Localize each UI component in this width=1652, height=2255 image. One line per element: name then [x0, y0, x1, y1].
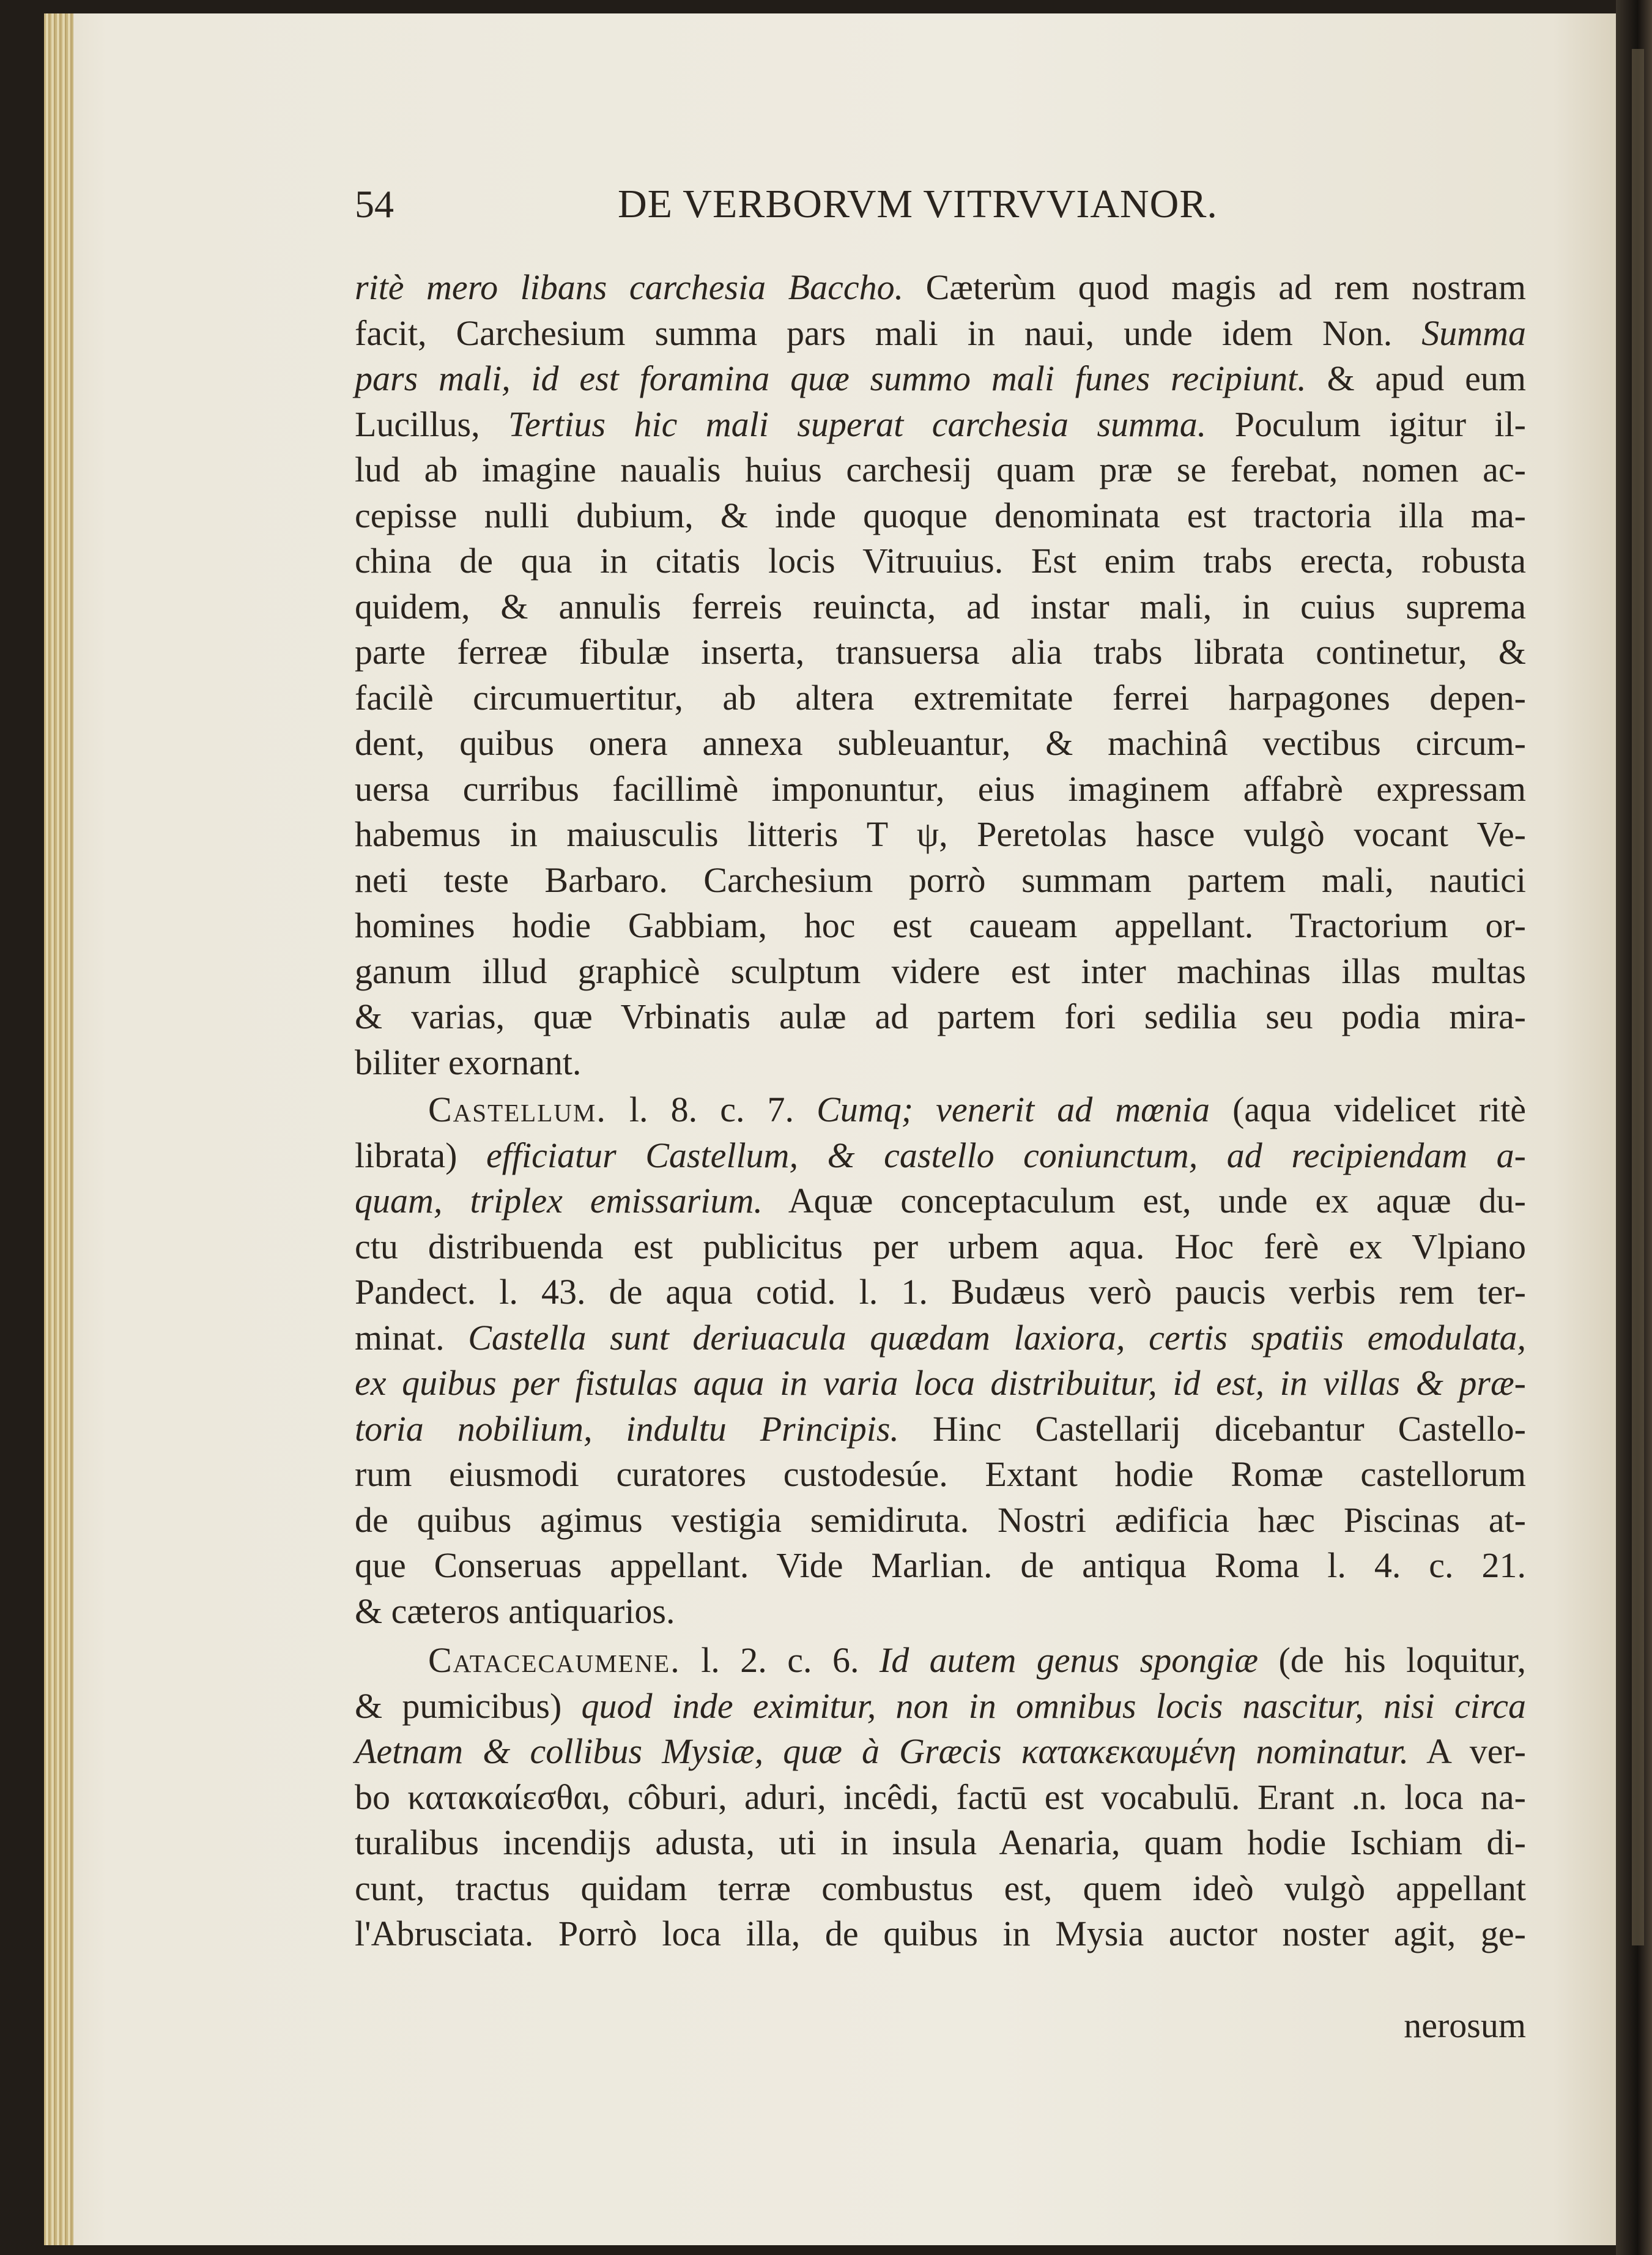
entry-headword: Castellum.	[428, 1090, 607, 1129]
body-text: Hinc Castellarij dicebantur Castello-	[898, 1408, 1526, 1449]
quotation-text: Cumq; venerit ad mœnia	[817, 1090, 1210, 1129]
text-line	[355, 630, 1526, 675]
text-line	[355, 265, 1526, 311]
text-line	[355, 584, 1526, 630]
body-text: cepisse nulli dubium, & inde quoque denominata est tractoria illa ma-	[355, 495, 1526, 535]
body-text: librata)	[355, 1135, 487, 1175]
body-text: bo κατακαίεσθαι, côburi, aduri, incêdi, factū est vocabulū. Erant .n. loca na-	[355, 1777, 1526, 1817]
body-text: que Conseruas appellant. Vide Marlian. de antiqua Roma l. 4. c. 21.	[355, 1545, 1526, 1585]
paragraph-catacecaumene	[355, 1638, 1526, 1957]
body-text: de quibus agimus vestigia semidiruta. Nostri ædificia hæc Piscinas at-	[355, 1499, 1526, 1540]
text-line	[355, 767, 1526, 812]
text-line	[355, 994, 1526, 1040]
body-text: l'Abrusciata. Porrò loca illa, de quibus in Mysia auctor noster agit, ge-	[355, 1914, 1526, 1953]
body-text: biliter exornant.	[355, 1042, 582, 1082]
quotation-text: ex quibus per fistulas aqua in varia loca distribuitur, id est, in villas & præ-	[355, 1363, 1526, 1403]
body-text: Cæterùm quod magis ad rem nostram	[903, 267, 1526, 307]
body-text: turalibus incendijs adusta, uti in insula Aenaria, quam hodie Ischiam di-	[355, 1822, 1526, 1862]
text-line	[355, 311, 1526, 357]
body-text: quidem, & annulis ferreis reuincta, ad instar mali, in cuius suprema	[355, 586, 1526, 626]
body-text: & apud eum	[1306, 358, 1526, 398]
paragraph-castellum	[355, 1087, 1526, 1634]
quotation-text: quam, triplex emissarium.	[355, 1181, 763, 1220]
text-line	[355, 493, 1526, 539]
paragraph-carchesium	[355, 265, 1526, 1085]
text-line	[355, 858, 1526, 904]
body-text: cunt, tractus quidam terræ combustus est, quem ideò vulgò appellant	[355, 1868, 1526, 1908]
text-line	[355, 1638, 1526, 1684]
quotation-text: pars mali, id est foramina quæ summo mali funes recipiunt.	[355, 358, 1306, 398]
text-line	[355, 1224, 1526, 1270]
catchword: nerosum	[1404, 2005, 1526, 2045]
text-line	[355, 721, 1526, 767]
text-line	[355, 1178, 1526, 1224]
body-text: l. 8. c. 7.	[606, 1090, 817, 1129]
quotation-text: Summa	[1421, 313, 1526, 353]
body-text: homines hodie Gabbiam, hoc est caueam appellant. Tractorium or-	[355, 905, 1526, 945]
body-text: neti teste Barbaro. Carchesium porrò summam partem mali, nautici	[355, 860, 1526, 900]
body-text: Lucillus,	[355, 404, 509, 444]
body-text: habemus in maiusculis litteris T ψ, Peretolas hasce vulgò vocant Ve-	[355, 814, 1526, 854]
body-text: ganum illud graphicè sculptum videre est inter machinas illas multas	[355, 951, 1526, 991]
text-line	[355, 1543, 1526, 1589]
body-text: Pandect. l. 43. de aqua cotid. l. 1. Budæus verò paucis verbis rem ter-	[355, 1272, 1526, 1312]
text-line	[355, 1775, 1526, 1821]
quotation-text: quod inde eximitur, non in omnibus locis nascitur, nisi circa	[581, 1685, 1527, 1726]
body-text: china de qua in citatis locis Vitruuius. Est enim trabs erecta, robusta	[355, 541, 1526, 581]
text-line	[355, 1866, 1526, 1912]
text-line	[355, 1452, 1526, 1498]
quotation-text: Aetnam & collibus Mysiæ, quæ à Græcis κατακεκαυμένη nominatur.	[355, 1731, 1409, 1771]
text-line	[355, 1087, 1526, 1133]
text-line	[355, 1406, 1526, 1452]
text-line	[355, 1589, 1526, 1635]
page-number: 54	[355, 182, 394, 226]
text-line	[355, 402, 1526, 448]
body-text: rum eiusmodi curatores custodesúe. Extant hodie Romæ castellorum	[355, 1454, 1526, 1494]
body-text: & pumicibus)	[355, 1685, 582, 1726]
facing-page-edge	[1632, 49, 1644, 1945]
text-line	[355, 1684, 1526, 1729]
entry-headword: Catacecaumene.	[428, 1640, 681, 1680]
body-text: facilè circumuertitur, ab altera extremitate ferrei harpagones depen-	[355, 677, 1526, 718]
quotation-text: Tertius hic mali superat carchesia summa.	[508, 404, 1207, 444]
text-line	[355, 1269, 1526, 1315]
text-line	[355, 949, 1526, 995]
body-text: uersa curribus facillimè imponuntur, eius imaginem affabrè expressam	[355, 768, 1526, 809]
page-stack-edge	[44, 13, 73, 2245]
text-line	[355, 1911, 1526, 1957]
text-line	[355, 538, 1526, 584]
text-line	[355, 1729, 1526, 1775]
body-text: Aquæ conceptaculum est, unde ex aquæ du-	[762, 1181, 1526, 1220]
text-line	[355, 356, 1526, 402]
body-text: l. 2. c. 6.	[680, 1640, 880, 1680]
text-line	[355, 1040, 1526, 1086]
body-text: lud ab imagine naualis huius carchesij quam præ se ferebat, nomen ac-	[355, 450, 1526, 489]
quotation-text: Id autem genus spongiæ	[879, 1640, 1259, 1680]
text-line	[355, 447, 1526, 493]
text-line	[355, 1361, 1526, 1406]
text-line	[355, 903, 1526, 949]
text-line	[355, 1133, 1526, 1179]
body-text: Poculum igitur il-	[1206, 404, 1526, 444]
quotation-text: ritè mero libans carchesia Baccho.	[355, 267, 904, 307]
quotation-text: Castella sunt deriuacula quædam laxiora, certis spatiis emodulata,	[468, 1317, 1526, 1358]
text-line	[355, 812, 1526, 858]
body-text: minat.	[355, 1317, 469, 1358]
body-text: ctu distribuenda est publicitus per urbem aqua. Hoc ferè ex Vlpiano	[355, 1226, 1526, 1266]
body-text: & cæteros antiquarios.	[355, 1591, 675, 1631]
text-line	[355, 1498, 1526, 1544]
running-title: DE VERBORVM VITRVVIANOR.	[618, 182, 1218, 226]
body-text: facit, Carchesium summa pars mali in naui, unde idem Non.	[355, 313, 1422, 353]
body-text: (aqua videlicet ritè	[1209, 1090, 1527, 1129]
body-text: dent, quibus onera annexa subleuantur, & machinâ vectibus circum-	[355, 723, 1526, 763]
body-text: & varias, quæ Vrbinatis aulæ ad partem fori sedilia seu podia mira-	[355, 997, 1526, 1036]
running-header	[355, 182, 1526, 227]
body-text: parte ferreæ fibulæ inserta, transuersa alia trabs librata continetur, &	[355, 632, 1526, 672]
quotation-text: efficiatur Castellum, & castello coniunctum, ad recipiendam a-	[486, 1135, 1526, 1175]
body-text: (de his loquitur,	[1258, 1640, 1527, 1680]
body-text: A ver-	[1409, 1731, 1526, 1771]
text-line	[355, 1315, 1526, 1361]
text-line	[355, 675, 1526, 721]
quotation-text: toria nobilium, indultu Principis.	[355, 1408, 899, 1449]
text-line	[355, 1820, 1526, 1866]
